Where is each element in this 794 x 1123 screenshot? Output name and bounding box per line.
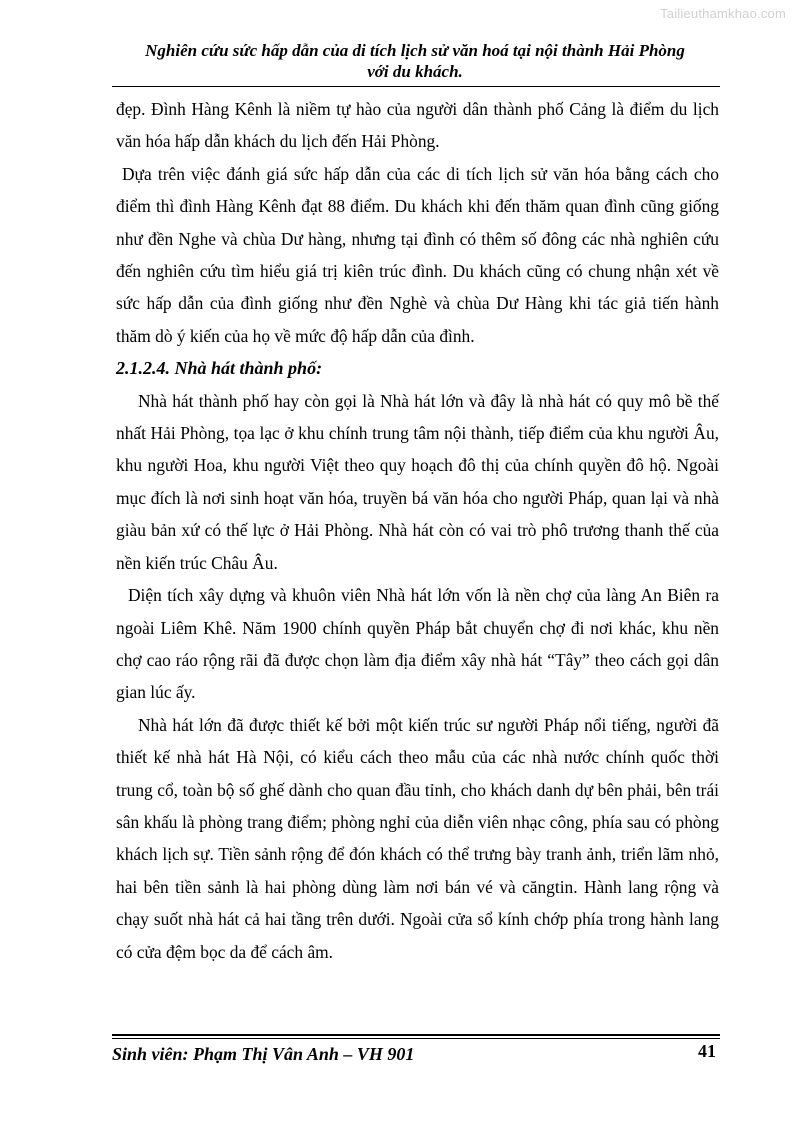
- paragraph-5: Nhà hát lớn đã được thiết kế bởi một kiến trúc sư người Pháp nổi tiếng, người đã thiết kế nhà hát Hà Nội, có kiểu cách theo mẫu của các nhà nước chính quốc thời trung cổ, toàn bộ số ghế dành cho quan đầu tỉnh, cho khách danh dự bên phải, bên trái sân khấu là phòng trang điểm; phòng nghỉ của diễn viên nhạc công, phía sau có phòng khách lịch sự. Tiền sảnh rộng để đón khách có thể trưng bày tranh ảnh, triển lãm nhỏ, hai bên tiền sảnh là hai phòng dùng làm nơi bán vé và căngtin. Hành lang rộng và chạy suốt nhà hát cả hai tầng trên dưới. Ngoài cửa sổ kính chớp phía trong hành lang có cửa đệm bọc da để cách âm.: [116, 714, 719, 962]
- document-body: [116, 93, 719, 968]
- watermark-text: Tailieuthamkhao.com: [660, 6, 786, 21]
- paragraph-1: đẹp. Đình Hàng Kênh là niềm tự hào của người dân thành phố Cảng là điểm du lịch văn hóa hấp dẫn khách du lịch đến Hải Phòng.: [116, 99, 719, 152]
- paragraph-4: Diện tích xây dựng và khuôn viên Nhà hát lớn vốn là nền chợ của làng An Biên ra ngoài Liêm Khê. Năm 1900 chính quyền Pháp bắt chuyển chợ đi nơi khác, khu nền chợ cao ráo rộng rãi đã được chọn làm địa điểm xây nhà hát “Tây” theo cách gọi dân gian lúc ấy.: [116, 585, 719, 703]
- paragraph-3: Nhà hát thành phố hay còn gọi là Nhà hát lớn và đây là nhà hát có quy mô bề thế nhất Hải Phòng, tọa lạc ở khu chính trung tâm nội thành, tiếp điểm của khu người Âu, khu người Hoa, khu người Việt theo quy hoạch đô thị của chính quyền đô hộ. Ngoài mục đích là nơi sinh hoạt văn hóa, truyền bá văn hóa cho người Pháp, quan lại và nhà giàu bản xứ có thế lực ở Hải Phòng. Nhà hát còn có vai trò phô trương thanh thế của nền kiến trúc Châu Âu.: [116, 390, 719, 573]
- footer-student-name: Sinh viên: Phạm Thị Vân Anh – VH 901: [112, 1044, 415, 1064]
- header-title-line1: Nghiên cứu sức hấp dẫn của di tích lịch sử văn hoá tại nội thành Hải Phòng: [145, 41, 685, 60]
- page-number: 41: [698, 1041, 716, 1061]
- footer-divider-thick: [112, 1034, 720, 1036]
- paragraph-2: Dựa trên việc đánh giá sức hấp dẫn của các di tích lịch sử văn hóa bằng cách cho điểm thì đình Hàng Kênh đạt 88 điểm. Du khách khi đến thăm quan đình cũng giống như đền Nghe và chùa Dư hàng, nhưng tại đình có thêm số đông các nhà nghiên cứu đến nghiên cứu tìm hiểu giá trị kiên trúc đình. Du khách cũng có chung nhận xét về sức hấp dẫn của đình giống như đền Nghè và chùa Dư Hàng khi tác giả tiến hành thăm dò ý kiến của họ về mức độ hấp dẫn của đình.: [116, 163, 719, 346]
- page-header: [112, 40, 718, 82]
- footer-divider-thin: [112, 1038, 720, 1039]
- header-title-line2: với du khách.: [367, 62, 463, 81]
- header-divider: [112, 86, 720, 87]
- section-heading: 2.1.2.4. Nhà hát thành phố:: [116, 358, 323, 379]
